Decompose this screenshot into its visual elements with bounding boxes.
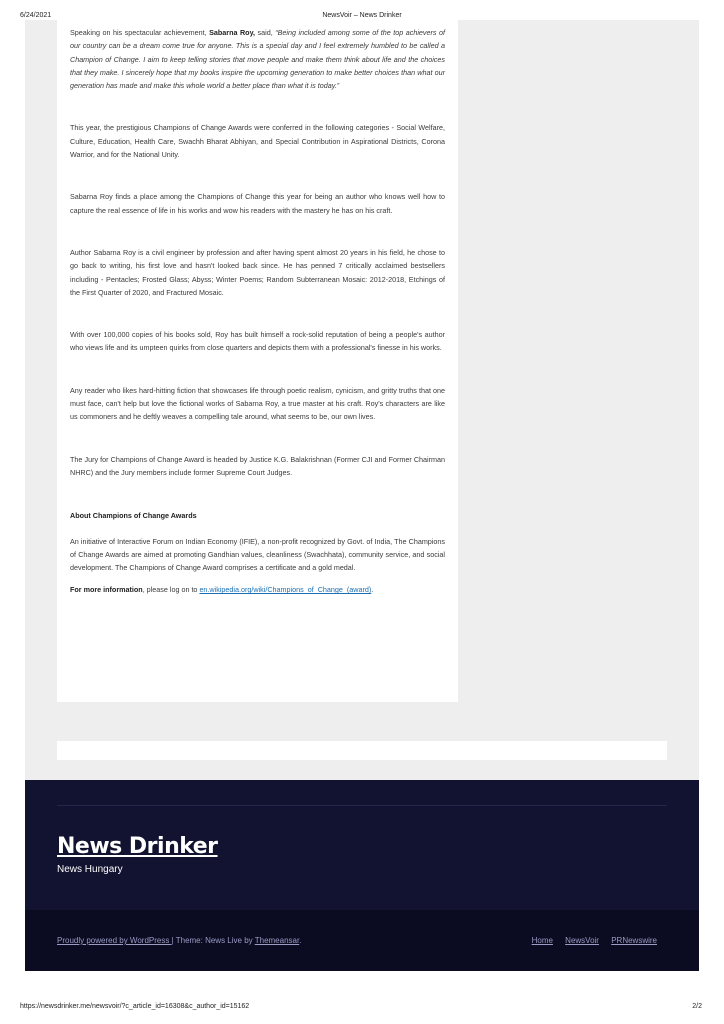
article-paragraph: Sabarna Roy finds a place among the Champions of Change this year for being an author who knows well how to capture the real essence of life in his works and wow his readers with the mastery he has on his craft. (70, 192, 445, 215)
footer-credits (57, 936, 301, 945)
site-title-link[interactable]: News Drinker (57, 834, 218, 859)
article-paragraph: Any reader who likes hard-hitting fiction that showcases life through poetic realism, cynicism, and gritty truths that one must face, can't help but love the fictional works of Sabarna Roy, a true master at his craft. Roy's characters are like us commoners and he deftly weaves a compelling tale around, what seems to be, our own lives. (70, 385, 445, 422)
credits-separator: | Theme: News Live by (171, 936, 255, 945)
article-body (57, 20, 458, 702)
about-heading: About Champions of Change Awards (70, 511, 197, 521)
more-info-label: For more information (70, 585, 143, 595)
widget-strip (57, 741, 667, 760)
site-description: News Hungary (57, 864, 123, 875)
more-info-text: , please log on to (142, 585, 200, 595)
article-paragraph: Author Sabarna Roy is a civil engineer by profession and after having spent almost 20 years in his field, he chose to go back to writing, his first love and hasn't looked back since. He has penned 7 critically acclaimed bestsellers including - Pentacles; Frosted Glass; Abyss; Winter Poems; Random Subterranean Mosaic: 2012-2018, Etchings of the First Quarter of 2020, and Fractured Mosaic. (70, 247, 445, 297)
article-paragraph: The Jury for Champions of Change Award is headed by Justice K.G. Balakrishnan (Former CJI and Former Chairman NHRC) and the Jury members include former Supreme Court Judges. (70, 454, 445, 477)
themeansar-link[interactable]: Themeansar (254, 936, 300, 945)
quote-said: said, (255, 28, 276, 37)
footer-bottom-bar (25, 910, 699, 971)
footer-divider (57, 805, 667, 806)
more-info-end: . (371, 585, 374, 595)
quote-intro: Speaking on his spectacular achievement, (70, 28, 210, 37)
print-url: https://newsdrinker.me/newsvoir/?c_article_id=16308&c_author_id=15162 (20, 1003, 250, 1010)
wordpress-link[interactable]: Proudly powered by WordPress (57, 936, 172, 945)
footer-nav-newsvoir[interactable]: NewsVoir (565, 936, 599, 945)
footer-nav (522, 936, 657, 945)
wikipedia-link[interactable]: en.wikipedia.org/wiki/Champions_of_Change_(award) (199, 585, 372, 595)
footer-nav-home[interactable]: Home (531, 936, 553, 945)
quote-name: Sabarna Roy, (209, 28, 256, 37)
article-paragraph: This year, the prestigious Champions of Change Awards were conferred in the following categories - Social Welfare, Culture, Education, Health Care, Swachh Bharat Abhiyan, and Special Contribution in Aspirational Districts, Corona Warrior, and for the National Unity. (70, 123, 445, 160)
more-info-paragraph (70, 583, 445, 596)
print-date: 6/24/2021 (20, 12, 52, 19)
site-footer (25, 780, 699, 910)
article-paragraph: With over 100,000 copies of his books sold, Roy has built himself a rock-solid reputation of being a people's author who views life and its umpteen quirks from close quarters and depicts them with a professional's finesse in his works. (70, 330, 445, 353)
quote-paragraph (70, 26, 445, 92)
footer-nav-prnewswire[interactable]: PRNewswire (611, 936, 657, 945)
quote-text: “Being included among some of the top achievers of our country can be a dream come true for anyone. This is a special day and I feel extremely humbled to be called a Champion of Change. I aim to keep telling stories that move people and make them think about life and the choices that they make. I sincerely hope that my books inspire the upcoming generation to make better choices than what our generation has made and make this whole world a better place than what it is today.” (70, 28, 445, 91)
credits-end: . (299, 936, 302, 945)
about-paragraph: An initiative of Interactive Forum on Indian Economy (IFIE), a non-profit recognized by Govt. of India, The Champions of Change Awards are aimed at promoting Gandhian values, cleanliness (Swachhata), community service, and social development. The Champions of Change Award comprises a certificate and a gold medal. (70, 536, 445, 573)
print-title: NewsVoir – News Drinker (322, 12, 402, 19)
print-page-number: 2/2 (692, 1003, 702, 1010)
